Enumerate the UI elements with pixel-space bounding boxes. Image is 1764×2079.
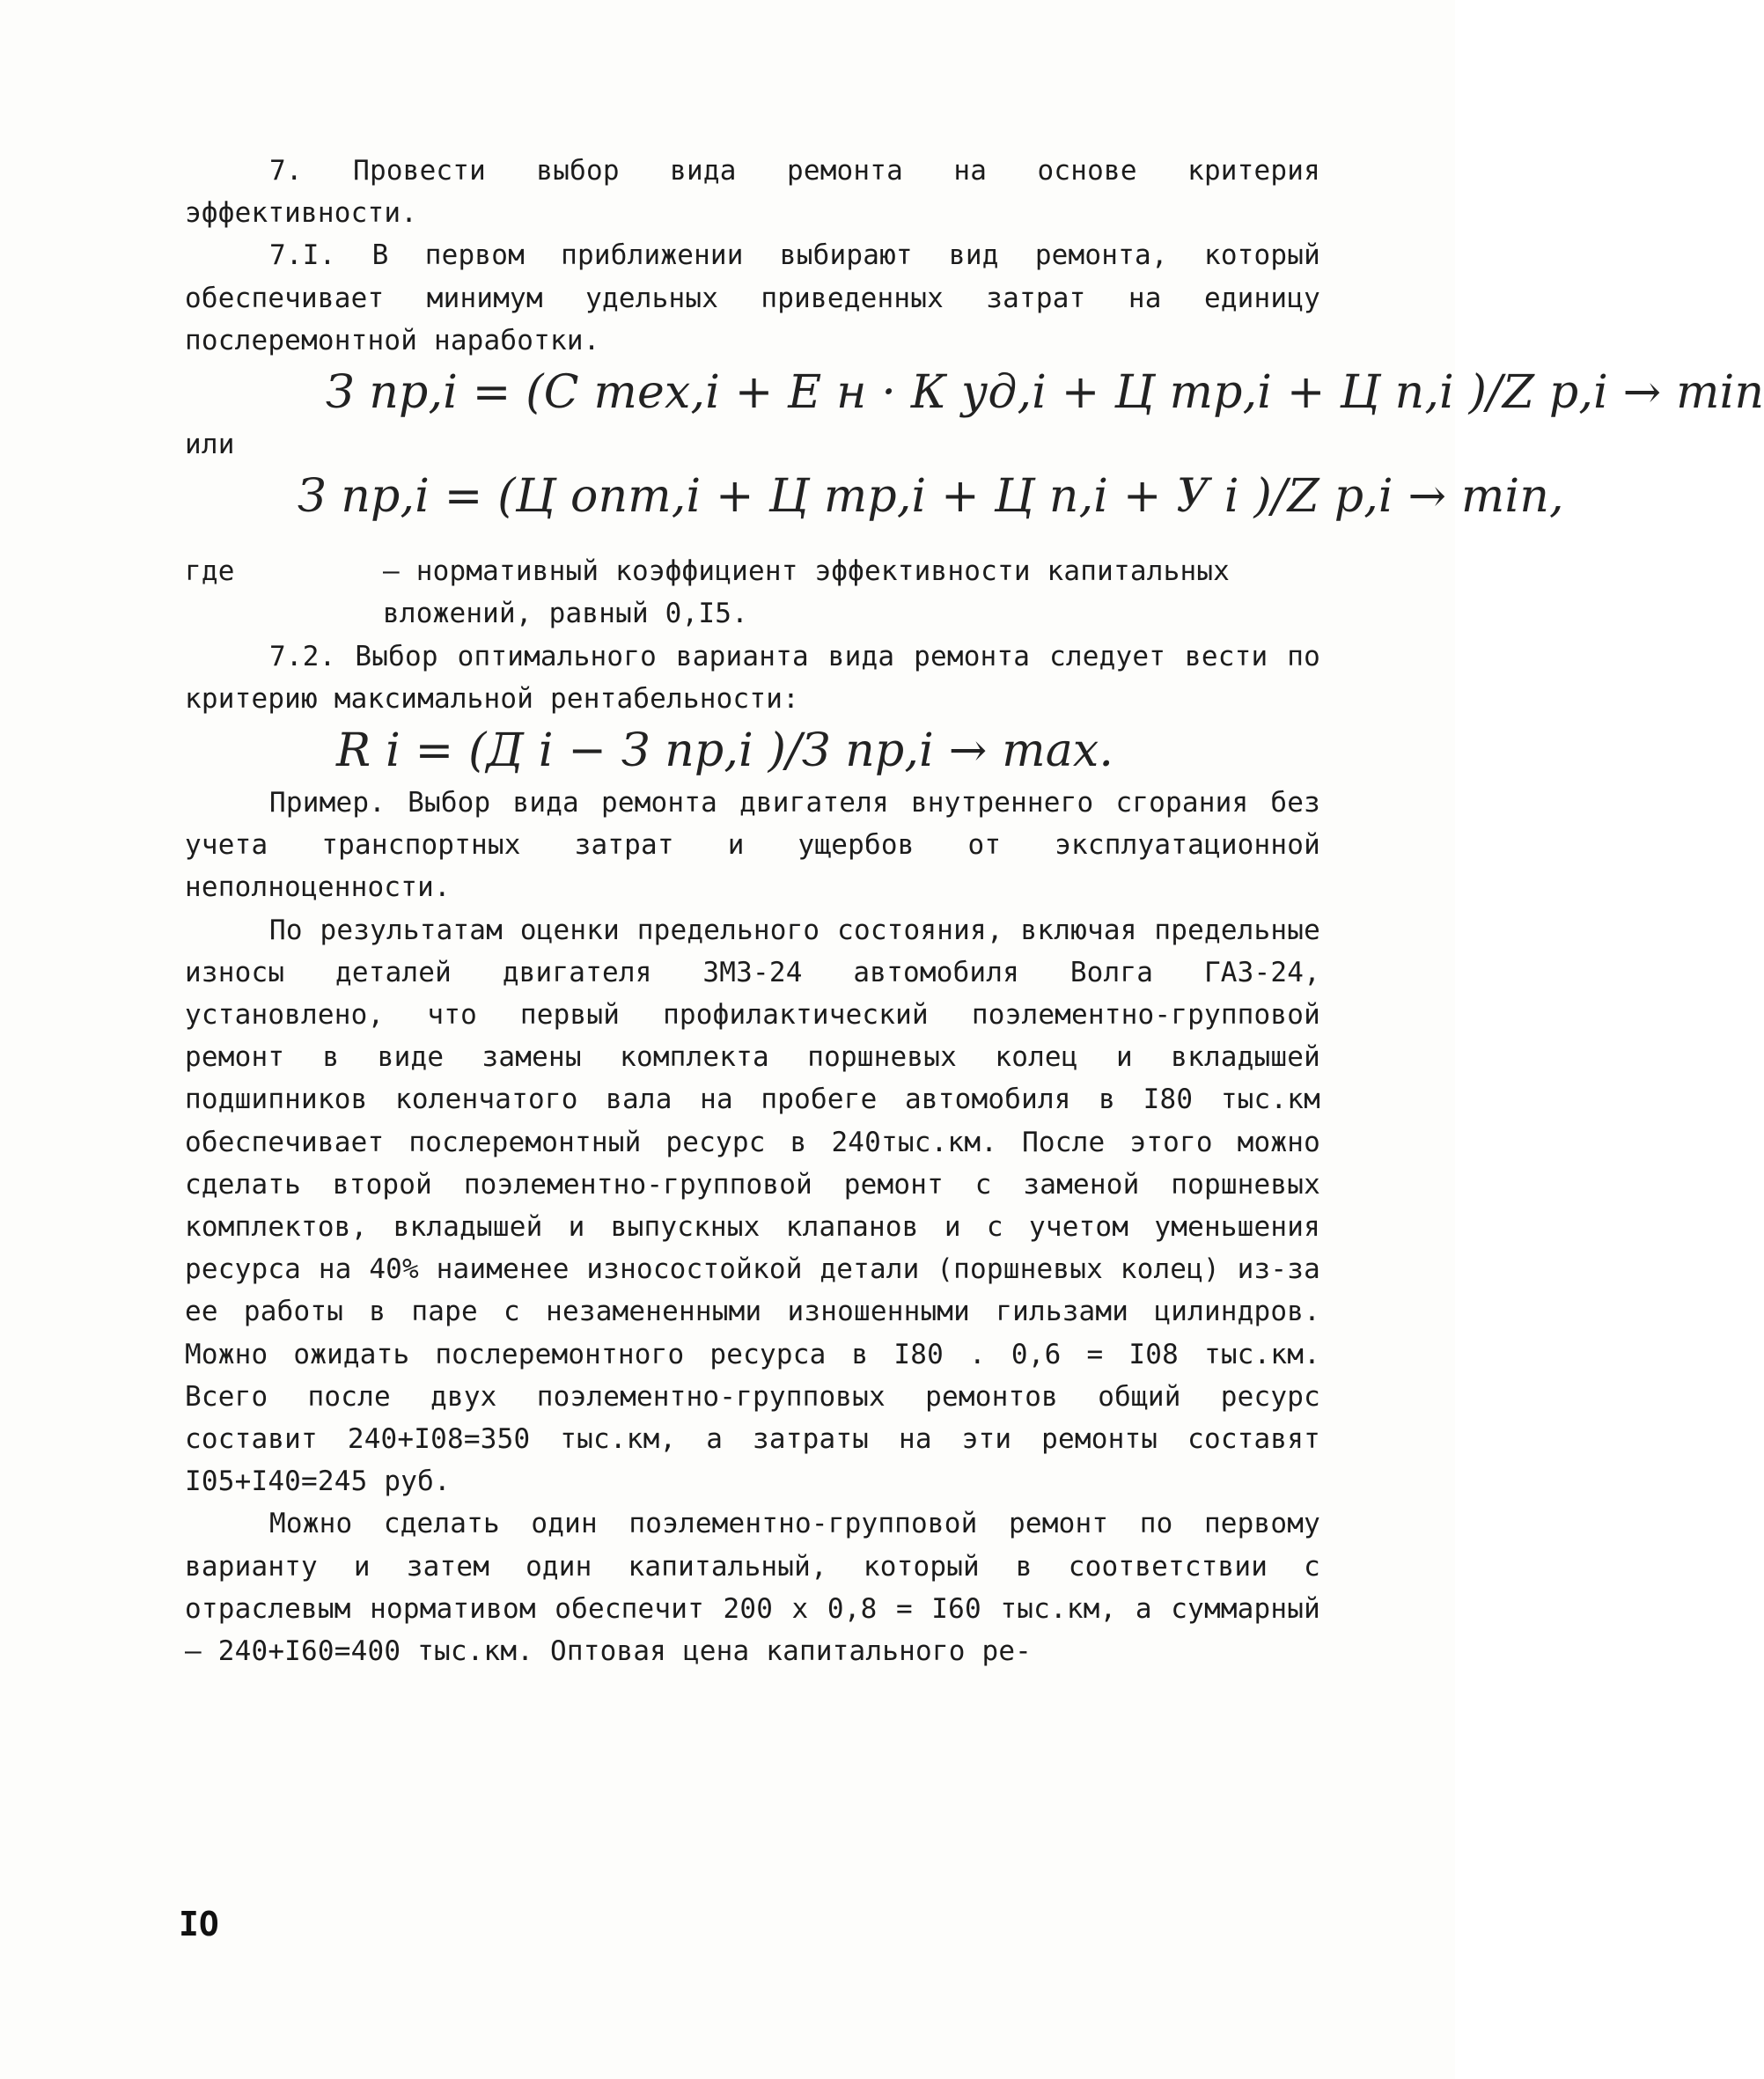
formula-max-profitability: R i = (Д i − З пр,i )/З пр,i → max. bbox=[336, 724, 1114, 778]
example-intro-paragraph: Пример. Выбор вида ремонта двигателя внутреннего сгорания без учета транспортных затрат и ущербов от эксплуатационной неполноценности. bbox=[185, 787, 1320, 904]
document-body bbox=[185, 150, 1764, 1672]
connector-or: или bbox=[185, 429, 235, 461]
where-definition: – нормативный коэффициент эффективности капитальных вложений, равный 0,I5. bbox=[383, 555, 1231, 630]
alternative-paragraph: Можно сделать один поэлементно-групповой ремонт по первому варианту и затем один капитальный, который в соответствии с отраслевым нормативом обеспечит 200 х 0,8 = I60 тыс.км, а суммарный – 240+I60=400 тыс.км. Оптовая цена капитального ре- bbox=[185, 1508, 1320, 1668]
formula-min-cost: З пр,i = (С тех,i + Е н · К уд,i + Ц тр,i + Ц п,i )/Z р,i → min bbox=[326, 366, 1764, 420]
formula-min-cost-alt: З пр,i = (Ц опт,i + Ц тр,i + Ц п,i + У i )/Z р,i → min, bbox=[298, 470, 1564, 524]
where-label: где bbox=[185, 555, 235, 588]
page-number: IO bbox=[179, 1905, 219, 1943]
item-7-1-paragraph: 7.I. В первом приближении выбирают вид ремонта, который обеспечивает минимум удельных приведенных затрат на единицу послеремонтной наработки. bbox=[185, 239, 1320, 356]
item-7-2-paragraph: 7.2. Выбор оптимального варианта вида ремонта следует вести по критерию максимальной рентабельности: bbox=[185, 640, 1320, 715]
results-paragraph: По результатам оценки предельного состояния, включая предельные износы деталей двигателя ЗМЗ-24 автомобиля Волга ГАЗ-24, установлено, что первый профилактический поэлементно-групповой ремонт в виде замены комплекта поршневых колец и вкладышей подшипников коленчатого вала на пробеге автомобиля в I80 тыс.км обеспечивает послеремонтный ресурс в 240тыс.км. После этого можно сделать второй поэлементно-групповой ремонт с заменой поршневых комплектов, вкладышей и выпускных клапанов и с учетом уменьшения ресурса на 40% наименее износостойкой детали (поршневых колец) из-за ее работы в паре с незамененными изношенными гильзами цилиндров. Можно ожидать послеремонтного ресурса в I80 . 0,6 = I08 тыс.км. Всего после двух поэлементно-групповых ремонтов общий ресурс составит 240+I08=350 тыс.км, а затраты на эти ремонты составят I05+I40=245 руб. bbox=[185, 914, 1320, 1498]
where-definition-row bbox=[185, 550, 1320, 635]
item-7-paragraph: 7. Провести выбор вида ремонта на основе критерия эффективности. bbox=[185, 155, 1320, 230]
